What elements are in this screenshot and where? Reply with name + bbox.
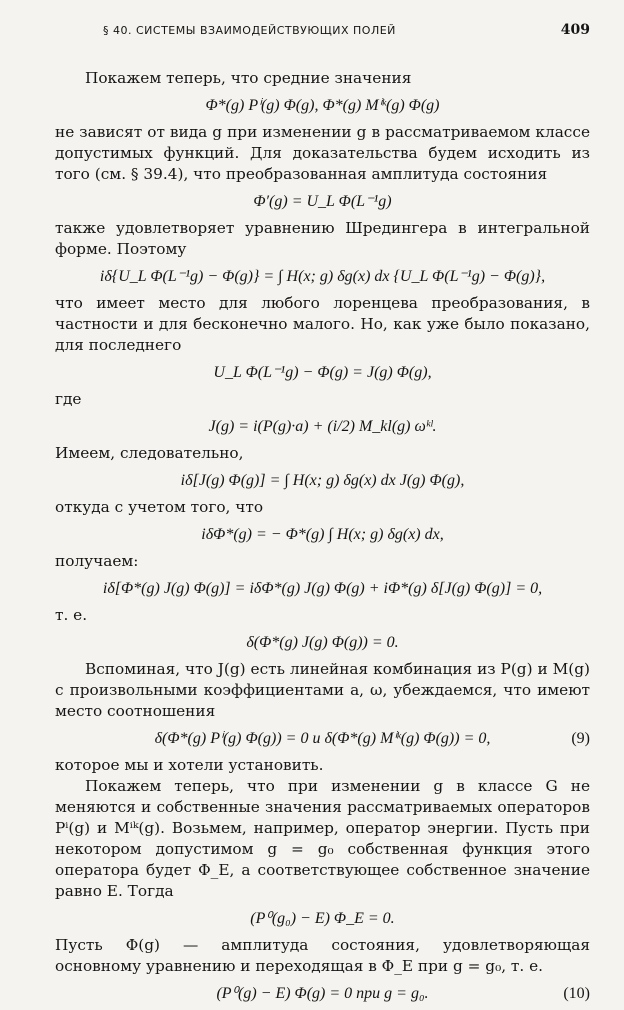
- paragraph: т. е.: [55, 606, 88, 624]
- page-body: [55, 68, 590, 1005]
- paragraph: не зависят от вида g при изменении g в рассматриваемом классе допустимых функций. Для доказательства будем исходить из того (см. § 39.4), что преобразованная амплитуда состояния: [55, 123, 590, 183]
- formula-text: (P⁰(g₀) − E) Φ_E = 0.: [250, 910, 395, 927]
- formula: [55, 524, 590, 546]
- formula: [55, 362, 590, 384]
- paragraph: Покажем теперь, что при изменении g в классе G не меняются и собственные значения рассматриваемых операторов Pⁱ(g) и Mⁱᵏ(g). Возьмем, например, оператор энергии. Пусть при некотором допустимом g = g₀ собственная функция этого оператора будет Φ_E, а соответствующее собственное значение равно E. Тогда: [55, 777, 590, 900]
- formula-text: δ(Φ*(g) Pⁱ(g) Φ(g)) = 0 и δ(Φ*(g) Mⁱᵏ(g) Φ(g)) = 0,: [154, 730, 491, 747]
- formula-text: iδ{U_L Φ(L⁻¹g) − Φ(g)} = ∫ H(x; g) δg(x) dx {U_L Φ(L⁻¹g) − Φ(g)},: [99, 268, 546, 285]
- paragraph: Имеем, следовательно,: [55, 444, 244, 462]
- formula-text: iδ[J(g) Φ(g)] = ∫ H(x; g) δg(x) dx J(g) Φ(g),: [180, 472, 465, 489]
- book-page: [55, 22, 590, 1010]
- paragraph: которое мы и хотели установить.: [55, 756, 324, 774]
- formula: [55, 983, 590, 1005]
- formula: [55, 416, 590, 438]
- formula-text: Φ*(g) Pⁱ(g) Φ(g), Φ*(g) Mⁱᵏ(g) Φ(g): [205, 97, 440, 114]
- formula-text: Φ′(g) = U_L Φ(L⁻¹g): [253, 193, 392, 210]
- formula-text: δ(Φ*(g) J(g) Φ(g)) = 0.: [246, 634, 399, 651]
- formula: [55, 266, 590, 288]
- equation-number: (10): [563, 985, 590, 1002]
- formula: [55, 728, 590, 750]
- page-header: [55, 22, 590, 46]
- running-title: § 40. СИСТЕМЫ ВЗАИМОДЕЙСТВУЮЩИХ ПОЛЕЙ: [103, 24, 396, 37]
- formula-text: J(g) = i(P(g)·a) + (i/2) M_kl(g) ωᵏˡ.: [208, 418, 437, 435]
- formula: [55, 191, 590, 213]
- formula: [55, 470, 590, 492]
- formula-text: iδ[Φ*(g) J(g) Φ(g)] = iδΦ*(g) J(g) Φ(g) + iΦ*(g) δ[J(g) Φ(g)] = 0,: [102, 580, 543, 597]
- paragraph: Пусть Φ(g) — амплитуда состояния, удовлетворяющая основному уравнению и переходящая в Φ_E при g = g₀, т. е.: [55, 936, 590, 975]
- formula-text: iδΦ*(g) = − Φ*(g) ∫ H(x; g) δg(x) dx,: [201, 526, 444, 543]
- paragraph: получаем:: [55, 552, 139, 570]
- equation-number: (9): [571, 730, 590, 747]
- formula: [55, 632, 590, 654]
- paragraph: Покажем теперь, что средние значения: [85, 69, 412, 87]
- paragraph: где: [55, 390, 82, 408]
- formula: [55, 95, 590, 117]
- formula: [55, 578, 590, 600]
- paragraph: Вспоминая, что J(g) есть линейная комбинация из P(g) и M(g) с произвольными коэффициентами a, ω, убеждаемся, что имеют место соотношения: [55, 660, 590, 720]
- paragraph: также удовлетворяет уравнению Шредингера в интегральной форме. Поэтому: [55, 219, 590, 258]
- formula-text: (P⁰(g) − E) Φ(g) = 0 при g = g₀.: [216, 985, 429, 1002]
- formula: [55, 908, 590, 930]
- paragraph: что имеет место для любого лоренцева преобразования, в частности и для бесконечно малого. Но, как уже было показано, для последнего: [55, 294, 590, 354]
- formula-text: U_L Φ(L⁻¹g) − Φ(g) = J(g) Φ(g),: [213, 364, 432, 381]
- page-number: 409: [560, 22, 590, 38]
- paragraph: откуда с учетом того, что: [55, 498, 264, 516]
